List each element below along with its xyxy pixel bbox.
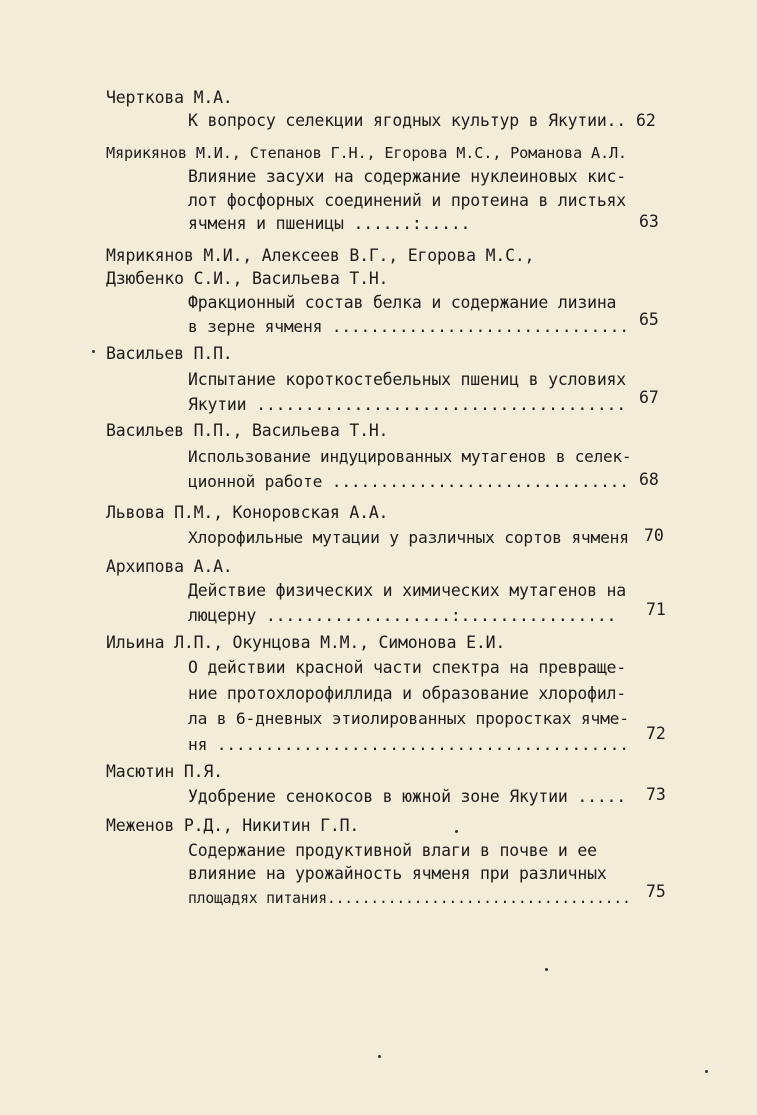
entry-page-number: 63 <box>639 212 659 231</box>
entry-authors: Архипова А.А. <box>106 557 233 576</box>
entry-title: площадях питания................................... <box>188 890 631 907</box>
entry-title: Содержание продуктивной влаги в почве и ее <box>188 841 597 860</box>
entry-page-number: 75 <box>646 882 666 901</box>
entry-authors: Меженов Р.Д., Никитин Г.П. <box>106 816 360 835</box>
entry-title: Влияние засухи на содержание нуклеиновых кис- <box>188 167 627 186</box>
entry-title: люцерну ...................:................ <box>188 606 617 625</box>
entry-authors: Васильев П.П., Васильева Т.Н. <box>106 421 389 440</box>
entry-title: Действие физических и химических мутагенов на <box>188 581 627 600</box>
entry-title: Якутии ...................................... <box>188 395 627 414</box>
entry-title: ня ........................................... <box>188 735 629 754</box>
entry-page-number: 70 <box>644 526 664 545</box>
entry-title: Фракционный состав белка и содержание лизина <box>188 293 617 312</box>
entry-title: О действии красной части спектра на превраще- <box>188 658 627 677</box>
entry-title: Использование индуцированных мутагенов в селек- <box>188 447 632 466</box>
ink-mark <box>455 830 458 833</box>
entry-title: Хлорофильные мутации у различных сортов ячменя <box>188 528 629 547</box>
entry-page-number: 73 <box>646 785 666 804</box>
entry-page-number: 68 <box>639 470 659 489</box>
entry-title: лот фосфорных соединений и протеина в листьях <box>188 191 627 210</box>
entry-authors: Дзюбенко С.И., Васильева Т.Н. <box>106 269 389 288</box>
entry-page-number: 65 <box>639 310 659 329</box>
ink-mark <box>92 350 95 353</box>
entry-title: в зерне ячменя ............................... <box>188 317 629 336</box>
entry-page-number: 62 <box>636 111 656 130</box>
entry-title: ячменя и пшеницы ......:..... <box>188 214 471 233</box>
entry-authors: Львова П.М., Коноровская А.А. <box>106 503 389 522</box>
ink-mark <box>705 1070 708 1073</box>
entry-authors: Мярикянов М.И., Степанов Г.Н., Егорова М.С., Романова А.Л. <box>106 144 627 162</box>
entry-title: влияние на урожайность ячменя при различных <box>188 864 607 883</box>
ink-mark <box>545 968 548 971</box>
entry-authors: Васильев П.П. <box>106 344 233 363</box>
entry-page-number: 67 <box>639 388 659 407</box>
entry-authors: Ильина Л.П., Окунцова М.М., Симонова Е.И. <box>106 633 506 652</box>
entry-title: ние протохлорофиллида и образование хлорофил- <box>188 684 627 703</box>
entry-title: ла в 6-дневных этиолированных проростках ячме- <box>188 709 629 728</box>
entry-authors: Черткова М.А. <box>106 88 233 107</box>
entry-page-number: 71 <box>646 600 666 619</box>
entry-title: К вопросу селекции ягодных культур в Якутии.. <box>188 111 627 130</box>
entry-page-number: 72 <box>646 724 666 743</box>
ink-mark <box>378 1055 381 1058</box>
entry-title: Удобрение сенокосов в южной зоне Якутии ..... <box>188 787 627 806</box>
entry-title: Испытание короткостебельных пшениц в условиях <box>188 370 627 389</box>
entry-authors: Мярикянов М.И., Алексеев В.Г., Егорова М.С., <box>106 246 535 265</box>
entry-authors: Масютин П.Я. <box>106 762 223 781</box>
entry-title: ционной работе ............................... <box>188 472 629 491</box>
